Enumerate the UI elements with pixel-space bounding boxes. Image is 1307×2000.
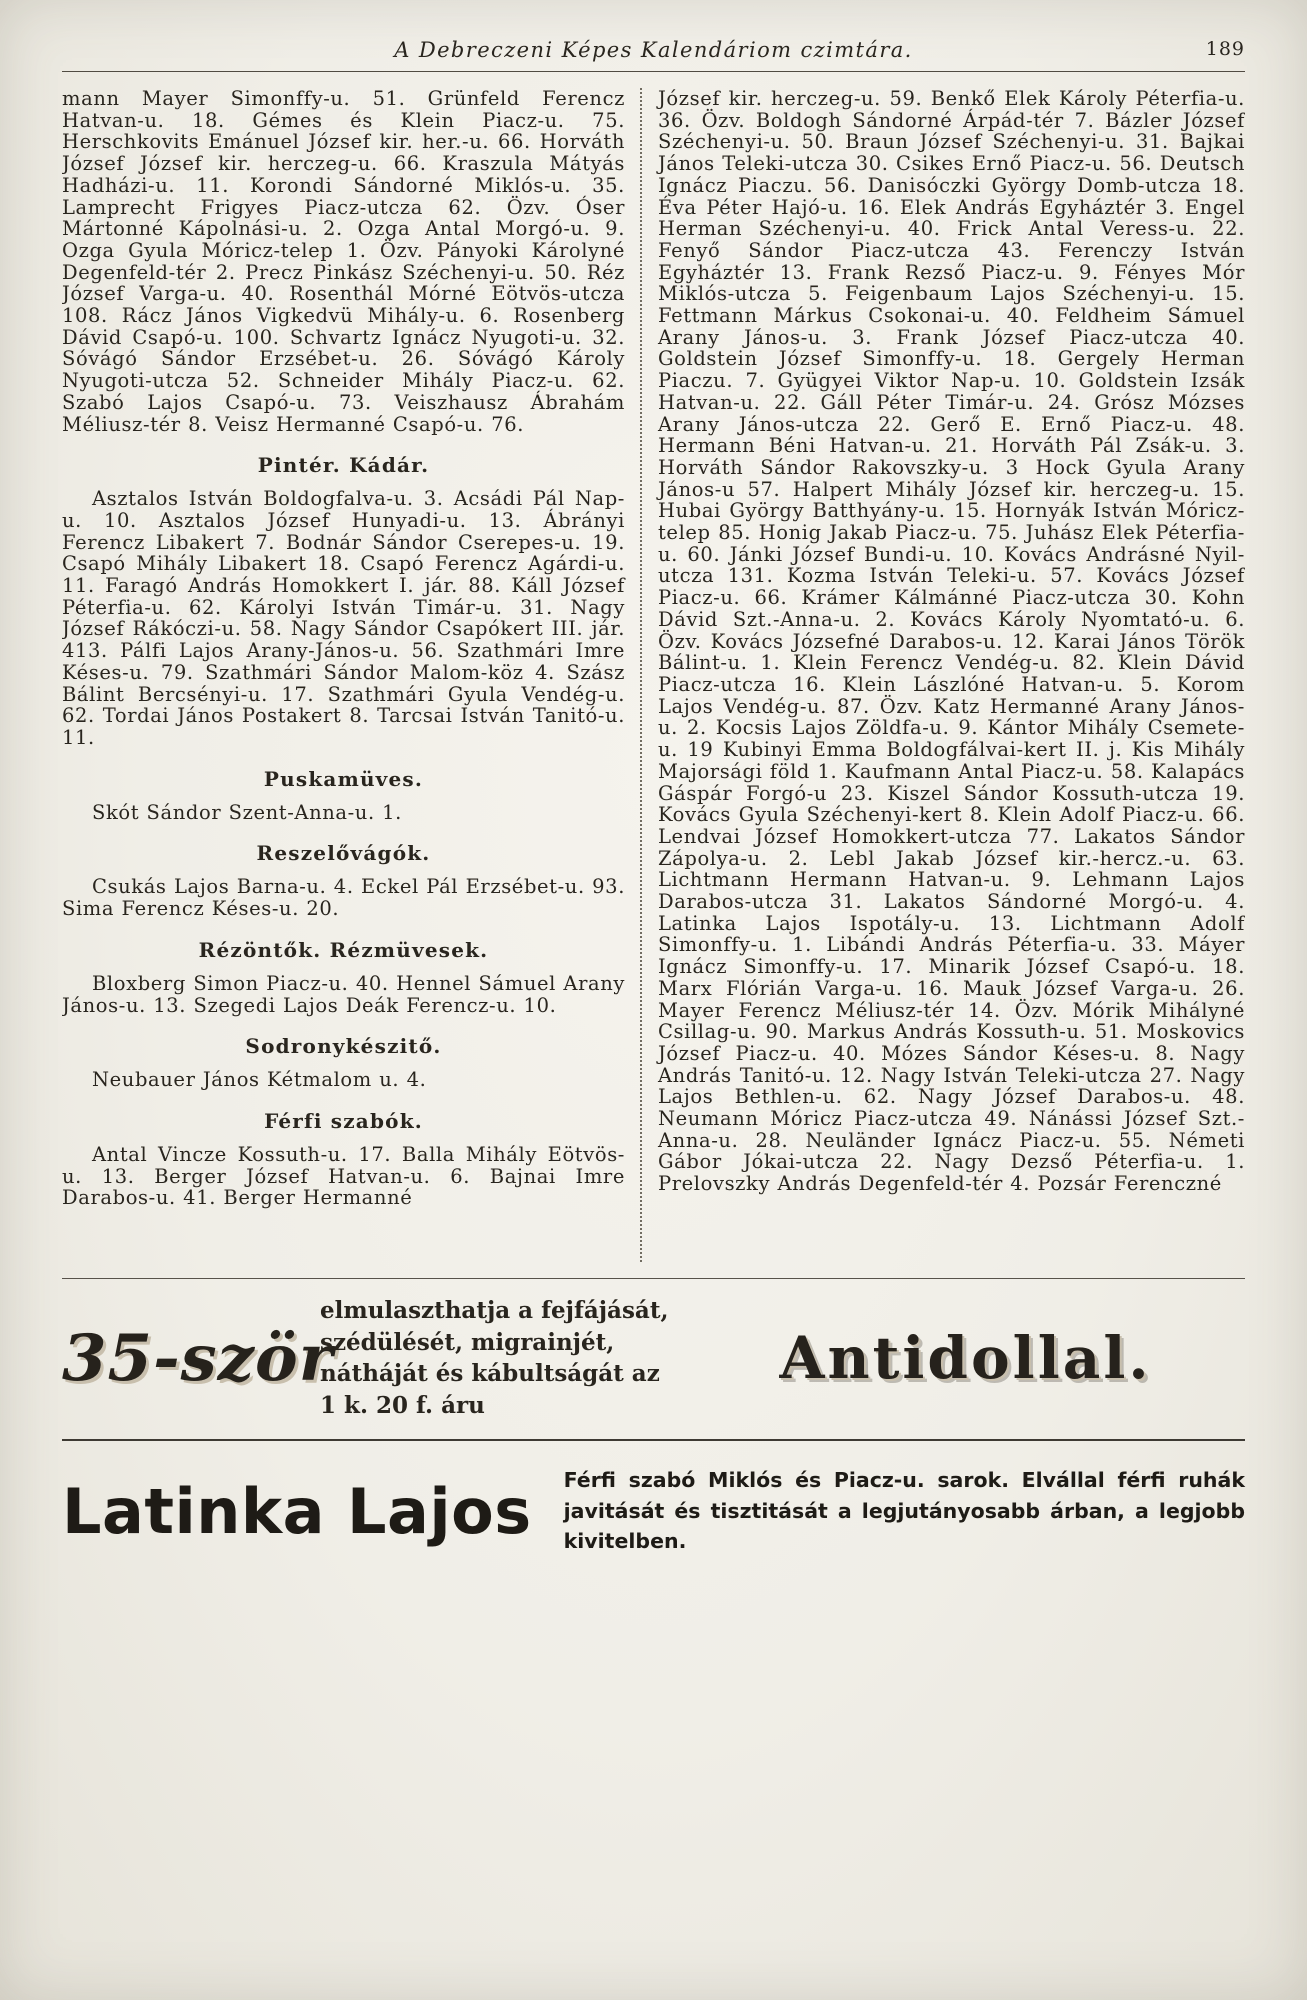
section-entries-reszelovagok: Csukás Lajos Barna-u. 4. Eckel Pál Erzsébet-u. 93. Sima Ferencz Késes-u. 20. [62,875,625,921]
antidollal-ad-product-name: Antidollal. [779,1324,1152,1393]
latinka-ad-name: Latinka Lajos [62,1474,532,1548]
section-entries-rezontok-rezmuvesek: Bloxberg Simon Piacz-u. 40. Hennel Sámuel Arany János-u. 13. Szegedi Lajos Deák Ferencz-u. 10. [62,971,625,1017]
directory-columns [62,88,1245,1262]
section-heading-sodronykeszito: Sodronykészitő. [245,1034,442,1059]
section-entries-ferfi-szabok: Antal Vincze Kossuth-u. 17. Balla Mihály Eötvös-u. 13. Berger József Hatvan-u. 6. Bajnai Imre Darabos-u. 41. Berger Hermanné [62,1142,625,1210]
latinka-ad [62,1465,1245,1557]
left-column [62,88,640,1262]
section-heading-puskamuves: Puskamüves. [263,766,424,791]
antidollal-ad [62,1295,1245,1422]
section-heading-pinter-kadar: Pintér. Kádár. [257,453,430,478]
antidollal-ad-body-text: elmulaszthatja a fejfájását, szédülését, migrainjét, nátháját és kábultságát az 1 k. 20 f. áru [320,1297,669,1420]
directory-entries-continued: mann Mayer Simonffy-u. 51. Grünfeld Ferencz Hatvan-u. 18. Gémes és Klein Piacz-u. 75. Herschkovits Emánuel József kir. her.-u. 66. Horváth József József kir. herczeg-u. 66. Kraszula Mátyás Hadházi-u. 11. Korondi Sándorné Miklós-u. 35. Lamprecht Frigyes Piacz-utcza 62. Özv. Óser Mártonné Kápolnási-u. 2. Ozga Antal Morgó-u. 9. Ozga Gyula Móricz-telep 1. Özv. Pányoki Károlyné Degenfeld-tér 2. Precz Pinkász Széchenyi-u. 50. Réz József Varga-u. 40. Rosenthál Mórné Eötvös-utcza 108. Rácz János Vigkedvü Mihály-u. 6. Rosenberg Dávid Csapó-u. 100. Schvartz Ignácz Nyugoti-u. 32. Sóvágó Sándor Erzsébet-u. 26. Sóvágó Károly Nyugoti-utcza 52. Schneider Mihály Piacz-u. 62. Szabó Lajos Csapó-u. 73. Veiszhausz Ábrahám Méliusz-tér 8. Veisz Hermanné Csapó-u. 76. [62,88,625,436]
section-heading-rezontok-rezmuvesek: Rézöntők. Rézmüvesek. [198,937,489,962]
directory-entries-right: József kir. herczeg-u. 59. Benkő Elek Károly Péterfia-u. 36. Özv. Boldogh Sándorné Árpád-tér 7. Bázler József Széchenyi-u. 50. Braun József Széchenyi-u. 31. Bajkai János Teleki-utcza 30. Csikes Ernő Piacz-u. 56. Deutsch Ignácz Piaczu. 56. Danisóczki György Domb-utcza 18. Éva Péter Hajó-u. 16. Elek András Egyháztér 3. Engel Herman Széchenyi-u. 40. Frick Antal Veress-u. 22. Fenyő Sándor Piacz-utcza 43. Ferenczy István Egyháztér 13. Frank Rezső Piacz-u. 9. Fényes Mór Miklós-utcza 5. Feigenbaum Lajos Széchenyi-u. 15. Fettmann Márkus Csokonai-u. 40. Feldheim Sámuel Arany János-u. 3. Frank József Piacz-utcza 40. Goldstein József Simonffy-u. 18. Gergely Herman Piaczu. 7. Gyügyei Viktor Nap-u. 10. Goldstein Izsák Hatvan-u. 22. Gáll Péter Timár-u. 24. Grósz Mózses Arany János-utcza 22. Gerő E. Ernő Piacz-u. 48. Hermann Béni Hatvan-u. 21. Horváth Pál Zsák-u. 3. Horváth Sándor Rakovszky-u. 3 Hock Gyula Arany János-u 57. Halpert Mihály József kir. herczeg-u. 15. Hubai György Batthyány-u. 15. Hornyák István Móricz-telep 85. Honig Jakab Piacz-u. 75. Juhász Elek Péterfia-u. 60. Jánki József Bundi-u. 10. Kovács Andrásné Nyil-utcza 131. Kozma István Teleki-u. 57. Kovács József Piacz-u. 66. Krámer Kálmánné Piacz-utcza 30. Kohn Dávid Szt.-Anna-u. 2. Kovács Károly Nyomtató-u. 6. Özv. Kovács Józsefné Darabos-u. 12. Karai János Török Bálint-u. 1. Klein Ferencz Vendég-u. 82. Klein Dávid Piacz-utcza 16. Klein Lászlóné Hatvan-u. 5. Korom Lajos Vendég-u. 87. Özv. Katz Hermanné Arany János-u. 2. Kocsis Lajos Zöldfa-u. 9. Kántor Mihály Csemete-u. 19 Kubinyi Emma Boldogfálvai-kert II. j. Kis Mihály Majorsági föld 1. Kaufmann Antal Piacz-u. 58. Kalapács Gáspár Forgó-u 23. Kiszel Sándor Kossuth-utcza 19. Kovács Gyula Széchenyi-kert 8. Klein Adolf Piacz-u. 66. Lendvai József Homokkert-utcza 77. Lakatos Sándor Zápolya-u. 2. Lebl Jakab József kir.-hercz.-u. 63. Lichtmann Hermann Hatvan-u. 9. Lehmann Lajos Darabos-utcza 31. Lakatos Sándorné Morgó-u. 4. Latinka Lajos Ispotály-u. 13. Lichtmann Adolf Simonffy-u. 1. Libándi András Péterfia-u. 33. Máyer Ignácz Simonffy-u. 17. Minarik József Csapó-u. 18. Marx Flórián Varga-u. 16. Mauk József Varga-u. 26. Mayer Ferencz Méliusz-tér 14. Özv. Mórik Mihályné Csillag-u. 90. Markus András Kossuth-u. 51. Moskovics József Piacz-u. 40. Mózes Sándor Késes-u. 8. Nagy András Tanitó-u. 12. Nagy István Teleki-utcza 27. Nagy Lajos Bethlen-u. 62. Nagy József Darabos-u. 48. Neumann Móricz Piacz-utcza 49. Nánássi József Szt.-Anna-u. 28. Neuländer Ignácz Piacz-u. 55. Németi Gábor Jókai-utcza 22. Nagy Dezső Péterfia-u. 1. Prelovszky András Degenfeld-tér 4. Pozsár Ferenczné [658,88,1245,1196]
section-heading-ferfi-szabok: Férfi szabók. [264,1108,423,1133]
running-head [62,0,1245,62]
section-heading-reszelovagok: Reszelővágók. [256,841,431,866]
latinka-ad-body-text: Férfi szabó Miklós és Piacz-u. sarok. Elvállal férfi ruhák javitását és tisztitását a legjutányosabb árban, a legjobb kivitelben. [563,1467,1245,1554]
antidollal-ad-big-left-text: 35-ször [62,1320,334,1396]
header-divider [62,71,1245,72]
section-entries-sodronykeszito: Neubauer János Kétmalom u. 4. [92,1068,427,1092]
text-ads-divider [62,1278,1245,1279]
section-entries-puskamuves: Skót Sándor Szent-Anna-u. 1. [92,800,402,824]
right-column [640,88,1245,1262]
ads-divider [62,1439,1245,1441]
page-title: A Debreczeni Képes Kalendáriom czimtára. [394,38,913,62]
section-entries-pinter-kadar: Asztalos István Boldogfalva-u. 3. Acsádi Pál Nap-u. 10. Asztalos József Hunyadi-u. 13. Ábrányi Ferencz Libakert 7. Bodnár Sándor Cserepes-u. 19. Csapó Mihály Libakert 18. Csapó Ferencz Agárdi-u. 11. Faragó András Homokkert I. jár. 88. Káll József Péterfia-u. 62. Károlyi István Timár-u. 31. Nagy József Rákóczi-u. 58. Nagy Sándor Csapókert III. jár. 413. Pálfi Lajos Arany-János-u. 56. Szathmári Imre Késes-u. 79. Szathmári Sándor Malom-köz 4. Szász Bálint Bercsényi-u. 17. Szathmári Gyula Vendég-u. 62. Tordai János Postakert 8. Tarcsai István Tanitó-u. 11. [62,487,625,749]
page-number: 189 [1205,38,1245,60]
